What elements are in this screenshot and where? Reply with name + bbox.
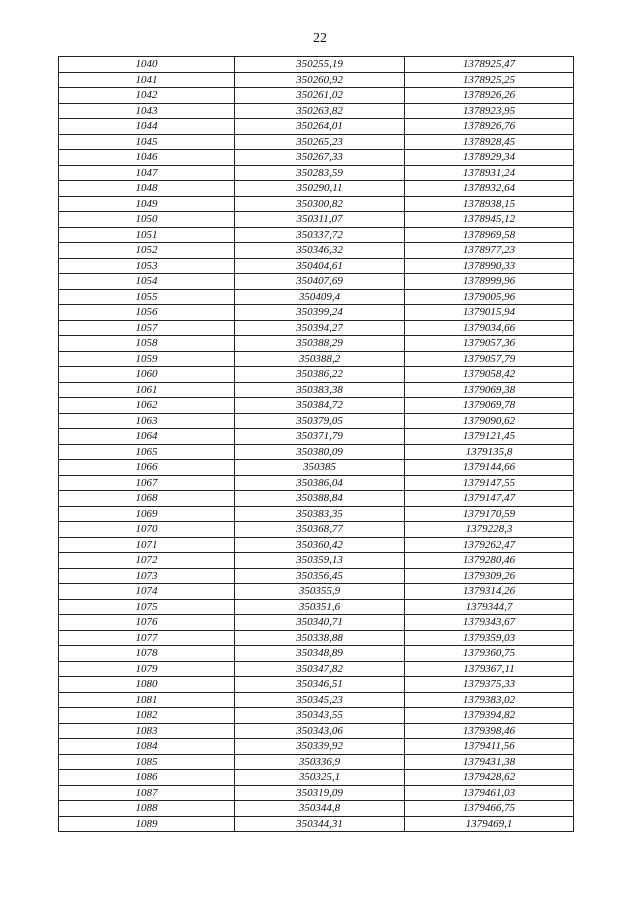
table-row: [59, 243, 574, 259]
x-coordinate-cell: 350388,29: [235, 336, 405, 352]
y-coordinate-cell: 1379359,03: [405, 630, 574, 646]
y-coordinate-cell: 1378969,58: [405, 227, 574, 243]
y-coordinate-cell: 1378999,96: [405, 274, 574, 290]
point-number-cell: 1086: [59, 770, 235, 786]
table-row: [59, 475, 574, 491]
point-number-cell: 1044: [59, 119, 235, 135]
y-coordinate-cell: 1379375,33: [405, 677, 574, 693]
table-row: [59, 382, 574, 398]
table-row: [59, 816, 574, 832]
point-number-cell: 1043: [59, 103, 235, 119]
y-coordinate-cell: 1378945,12: [405, 212, 574, 228]
point-number-cell: 1088: [59, 801, 235, 817]
x-coordinate-cell: 350348,89: [235, 646, 405, 662]
point-number-cell: 1052: [59, 243, 235, 259]
x-coordinate-cell: 350380,09: [235, 444, 405, 460]
x-coordinate-cell: 350388,2: [235, 351, 405, 367]
x-coordinate-cell: 350337,72: [235, 227, 405, 243]
table-row: [59, 568, 574, 584]
y-coordinate-cell: 1379314,26: [405, 584, 574, 600]
x-coordinate-cell: 350343,06: [235, 723, 405, 739]
x-coordinate-cell: 350264,01: [235, 119, 405, 135]
y-coordinate-cell: 1378928,45: [405, 134, 574, 150]
table-row: [59, 413, 574, 429]
point-number-cell: 1074: [59, 584, 235, 600]
y-coordinate-cell: 1379005,96: [405, 289, 574, 305]
y-coordinate-cell: 1379343,67: [405, 615, 574, 631]
table-row: [59, 584, 574, 600]
y-coordinate-cell: 1379069,78: [405, 398, 574, 414]
x-coordinate-cell: 350344,8: [235, 801, 405, 817]
point-number-cell: 1053: [59, 258, 235, 274]
table-row: [59, 630, 574, 646]
x-coordinate-cell: 350379,05: [235, 413, 405, 429]
point-number-cell: 1046: [59, 150, 235, 166]
coordinates-table: [58, 56, 574, 832]
x-coordinate-cell: 350399,24: [235, 305, 405, 321]
x-coordinate-cell: 350346,32: [235, 243, 405, 259]
point-number-cell: 1055: [59, 289, 235, 305]
table-row: [59, 785, 574, 801]
point-number-cell: 1071: [59, 537, 235, 553]
point-number-cell: 1057: [59, 320, 235, 336]
point-number-cell: 1081: [59, 692, 235, 708]
table-row: [59, 770, 574, 786]
x-coordinate-cell: 350267,33: [235, 150, 405, 166]
x-coordinate-cell: 350260,92: [235, 72, 405, 88]
x-coordinate-cell: 350319,09: [235, 785, 405, 801]
table-row: [59, 181, 574, 197]
y-coordinate-cell: 1379398,46: [405, 723, 574, 739]
table-row: [59, 506, 574, 522]
y-coordinate-cell: 1379069,38: [405, 382, 574, 398]
y-coordinate-cell: 1379057,79: [405, 351, 574, 367]
table-row: [59, 134, 574, 150]
y-coordinate-cell: 1379262,47: [405, 537, 574, 553]
x-coordinate-cell: 350300,82: [235, 196, 405, 212]
y-coordinate-cell: 1378925,47: [405, 57, 574, 73]
x-coordinate-cell: 350265,23: [235, 134, 405, 150]
y-coordinate-cell: 1379367,11: [405, 661, 574, 677]
table-row: [59, 88, 574, 104]
point-number-cell: 1082: [59, 708, 235, 724]
point-number-cell: 1066: [59, 460, 235, 476]
table-row: [59, 274, 574, 290]
x-coordinate-cell: 350290,11: [235, 181, 405, 197]
table-row: [59, 723, 574, 739]
point-number-cell: 1059: [59, 351, 235, 367]
point-number-cell: 1067: [59, 475, 235, 491]
point-number-cell: 1064: [59, 429, 235, 445]
y-coordinate-cell: 1379466,75: [405, 801, 574, 817]
x-coordinate-cell: 350325,1: [235, 770, 405, 786]
y-coordinate-cell: 1379228,3: [405, 522, 574, 538]
table-row: [59, 305, 574, 321]
point-number-cell: 1083: [59, 723, 235, 739]
y-coordinate-cell: 1379383,02: [405, 692, 574, 708]
table-row: [59, 646, 574, 662]
table-row: [59, 522, 574, 538]
point-number-cell: 1084: [59, 739, 235, 755]
table-row: [59, 553, 574, 569]
x-coordinate-cell: 350355,9: [235, 584, 405, 600]
table-row: [59, 196, 574, 212]
y-coordinate-cell: 1379057,36: [405, 336, 574, 352]
table-row: [59, 227, 574, 243]
y-coordinate-cell: 1379147,47: [405, 491, 574, 507]
x-coordinate-cell: 350351,6: [235, 599, 405, 615]
table-row: [59, 661, 574, 677]
table-row: [59, 708, 574, 724]
y-coordinate-cell: 1379147,55: [405, 475, 574, 491]
x-coordinate-cell: 350343,55: [235, 708, 405, 724]
x-coordinate-cell: 350338,88: [235, 630, 405, 646]
point-number-cell: 1042: [59, 88, 235, 104]
point-number-cell: 1089: [59, 816, 235, 832]
y-coordinate-cell: 1379360,75: [405, 646, 574, 662]
point-number-cell: 1069: [59, 506, 235, 522]
y-coordinate-cell: 1378929,34: [405, 150, 574, 166]
y-coordinate-cell: 1379144,66: [405, 460, 574, 476]
table-row: [59, 72, 574, 88]
table-row: [59, 615, 574, 631]
table-row: [59, 429, 574, 445]
x-coordinate-cell: 350336,9: [235, 754, 405, 770]
x-coordinate-cell: 350386,04: [235, 475, 405, 491]
y-coordinate-cell: 1379280,46: [405, 553, 574, 569]
x-coordinate-cell: 350346,51: [235, 677, 405, 693]
table-row: [59, 119, 574, 135]
y-coordinate-cell: 1379058,42: [405, 367, 574, 383]
x-coordinate-cell: 350283,59: [235, 165, 405, 181]
point-number-cell: 1040: [59, 57, 235, 73]
table-row: [59, 599, 574, 615]
y-coordinate-cell: 1378926,76: [405, 119, 574, 135]
y-coordinate-cell: 1379015,94: [405, 305, 574, 321]
point-number-cell: 1078: [59, 646, 235, 662]
table-row: [59, 801, 574, 817]
y-coordinate-cell: 1379411,56: [405, 739, 574, 755]
point-number-cell: 1041: [59, 72, 235, 88]
point-number-cell: 1060: [59, 367, 235, 383]
y-coordinate-cell: 1378926,26: [405, 88, 574, 104]
x-coordinate-cell: 350385: [235, 460, 405, 476]
point-number-cell: 1065: [59, 444, 235, 460]
x-coordinate-cell: 350311,07: [235, 212, 405, 228]
table-row: [59, 258, 574, 274]
y-coordinate-cell: 1378931,24: [405, 165, 574, 181]
table-row: [59, 739, 574, 755]
y-coordinate-cell: 1379428,62: [405, 770, 574, 786]
y-coordinate-cell: 1378932,64: [405, 181, 574, 197]
table-row: [59, 754, 574, 770]
table-row: [59, 150, 574, 166]
x-coordinate-cell: 350347,82: [235, 661, 405, 677]
x-coordinate-cell: 350255,19: [235, 57, 405, 73]
y-coordinate-cell: 1378990,33: [405, 258, 574, 274]
y-coordinate-cell: 1379344,7: [405, 599, 574, 615]
table-row: [59, 320, 574, 336]
y-coordinate-cell: 1378923,95: [405, 103, 574, 119]
point-number-cell: 1062: [59, 398, 235, 414]
point-number-cell: 1045: [59, 134, 235, 150]
y-coordinate-cell: 1379121,45: [405, 429, 574, 445]
table-row: [59, 444, 574, 460]
point-number-cell: 1054: [59, 274, 235, 290]
point-number-cell: 1076: [59, 615, 235, 631]
point-number-cell: 1068: [59, 491, 235, 507]
y-coordinate-cell: 1379090,62: [405, 413, 574, 429]
y-coordinate-cell: 1379135,8: [405, 444, 574, 460]
x-coordinate-cell: 350384,72: [235, 398, 405, 414]
point-number-cell: 1049: [59, 196, 235, 212]
x-coordinate-cell: 350261,02: [235, 88, 405, 104]
x-coordinate-cell: 350371,79: [235, 429, 405, 445]
point-number-cell: 1047: [59, 165, 235, 181]
x-coordinate-cell: 350359,13: [235, 553, 405, 569]
table-row: [59, 677, 574, 693]
coordinates-table-body: [59, 57, 574, 832]
y-coordinate-cell: 1379394,82: [405, 708, 574, 724]
table-row: [59, 460, 574, 476]
x-coordinate-cell: 350386,22: [235, 367, 405, 383]
point-number-cell: 1087: [59, 785, 235, 801]
x-coordinate-cell: 350345,23: [235, 692, 405, 708]
page-number: 22: [313, 31, 327, 46]
point-number-cell: 1080: [59, 677, 235, 693]
x-coordinate-cell: 350383,35: [235, 506, 405, 522]
table-row: [59, 367, 574, 383]
y-coordinate-cell: 1379170,59: [405, 506, 574, 522]
x-coordinate-cell: 350368,77: [235, 522, 405, 538]
table-row: [59, 103, 574, 119]
table-row: [59, 57, 574, 73]
point-number-cell: 1051: [59, 227, 235, 243]
y-coordinate-cell: 1379034,66: [405, 320, 574, 336]
point-number-cell: 1075: [59, 599, 235, 615]
y-coordinate-cell: 1378925,25: [405, 72, 574, 88]
point-number-cell: 1085: [59, 754, 235, 770]
table-row: [59, 398, 574, 414]
point-number-cell: 1072: [59, 553, 235, 569]
point-number-cell: 1079: [59, 661, 235, 677]
x-coordinate-cell: 350344,31: [235, 816, 405, 832]
y-coordinate-cell: 1378938,15: [405, 196, 574, 212]
x-coordinate-cell: 350339,92: [235, 739, 405, 755]
y-coordinate-cell: 1378977,23: [405, 243, 574, 259]
x-coordinate-cell: 350407,69: [235, 274, 405, 290]
x-coordinate-cell: 350263,82: [235, 103, 405, 119]
table-row: [59, 289, 574, 305]
table-row: [59, 491, 574, 507]
point-number-cell: 1063: [59, 413, 235, 429]
table-row: [59, 351, 574, 367]
point-number-cell: 1061: [59, 382, 235, 398]
x-coordinate-cell: 350409,4: [235, 289, 405, 305]
point-number-cell: 1056: [59, 305, 235, 321]
x-coordinate-cell: 350340,71: [235, 615, 405, 631]
point-number-cell: 1070: [59, 522, 235, 538]
x-coordinate-cell: 350356,45: [235, 568, 405, 584]
point-number-cell: 1077: [59, 630, 235, 646]
point-number-cell: 1073: [59, 568, 235, 584]
y-coordinate-cell: 1379461,03: [405, 785, 574, 801]
point-number-cell: 1058: [59, 336, 235, 352]
table-row: [59, 692, 574, 708]
point-number-cell: 1050: [59, 212, 235, 228]
x-coordinate-cell: 350360,42: [235, 537, 405, 553]
y-coordinate-cell: 1379431,38: [405, 754, 574, 770]
table-row: [59, 212, 574, 228]
point-number-cell: 1048: [59, 181, 235, 197]
x-coordinate-cell: 350404,61: [235, 258, 405, 274]
y-coordinate-cell: 1379309,26: [405, 568, 574, 584]
table-row: [59, 336, 574, 352]
x-coordinate-cell: 350388,84: [235, 491, 405, 507]
x-coordinate-cell: 350383,38: [235, 382, 405, 398]
y-coordinate-cell: 1379469,1: [405, 816, 574, 832]
table-row: [59, 165, 574, 181]
table-row: [59, 537, 574, 553]
x-coordinate-cell: 350394,27: [235, 320, 405, 336]
